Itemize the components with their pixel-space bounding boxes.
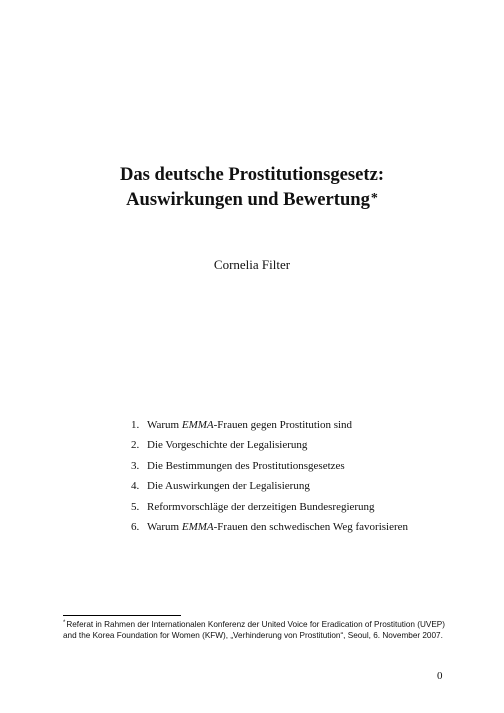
footnote-text: Referat in Rahmen der Internationalen Konferenz der United Voice for Eradication of Prostitution (UVEP) and the Korea Foundation for Women (KFW), „Verhinderung von Prostitution“, Seoul, 6. November 2007. — [63, 620, 445, 640]
toc-item — [131, 418, 491, 438]
page-number: 0 — [437, 670, 443, 682]
toc-item-number: 1. — [131, 419, 140, 431]
toc-item-text-end: -Frauen gegen Prostitution sind — [213, 419, 353, 431]
title-footnote-marker: * — [370, 191, 378, 206]
toc-item — [131, 479, 491, 499]
footnote-separator — [63, 615, 181, 616]
document-title — [0, 163, 504, 212]
author-name: Cornelia Filter — [213, 257, 291, 272]
toc-item — [131, 500, 491, 520]
title-line-1: Das deutsche Prostitutionsgesetz: — [119, 164, 385, 185]
toc-item-number: 4. — [131, 480, 140, 493]
footnote — [63, 618, 448, 641]
toc-item — [131, 459, 491, 479]
toc-item-text-end: -Frauen den schwedischen Weg favorisieren — [213, 520, 409, 533]
toc-item-emphasis: EMMA — [181, 419, 214, 431]
title-line-2 — [0, 187, 504, 212]
toc-item-number: 5. — [131, 500, 140, 513]
table-of-contents — [131, 418, 491, 540]
toc-item-number: 3. — [131, 459, 140, 472]
title-line-2-text: Auswirkungen und Bewertung — [126, 189, 370, 210]
toc-item-text: Die Auswirkungen der Legalisierung — [147, 480, 310, 493]
toc-item-number: 6. — [131, 520, 140, 533]
toc-item-text: Reformvorschläge der derzeitigen Bundesregierung — [147, 500, 375, 513]
footnote-marker: * — [63, 620, 66, 626]
toc-item — [131, 438, 491, 458]
toc-item — [131, 520, 491, 540]
toc-item-text-start: Warum — [147, 520, 182, 533]
toc-item-emphasis: EMMA — [181, 520, 214, 533]
toc-item-number: 2. — [131, 439, 140, 452]
toc-item-text: Die Bestimmungen des Prostitutionsgesetzes — [147, 459, 345, 472]
toc-item-text-start: Warum — [147, 419, 182, 431]
toc-item-text: Die Vorgeschichte der Legalisierung — [147, 439, 308, 452]
